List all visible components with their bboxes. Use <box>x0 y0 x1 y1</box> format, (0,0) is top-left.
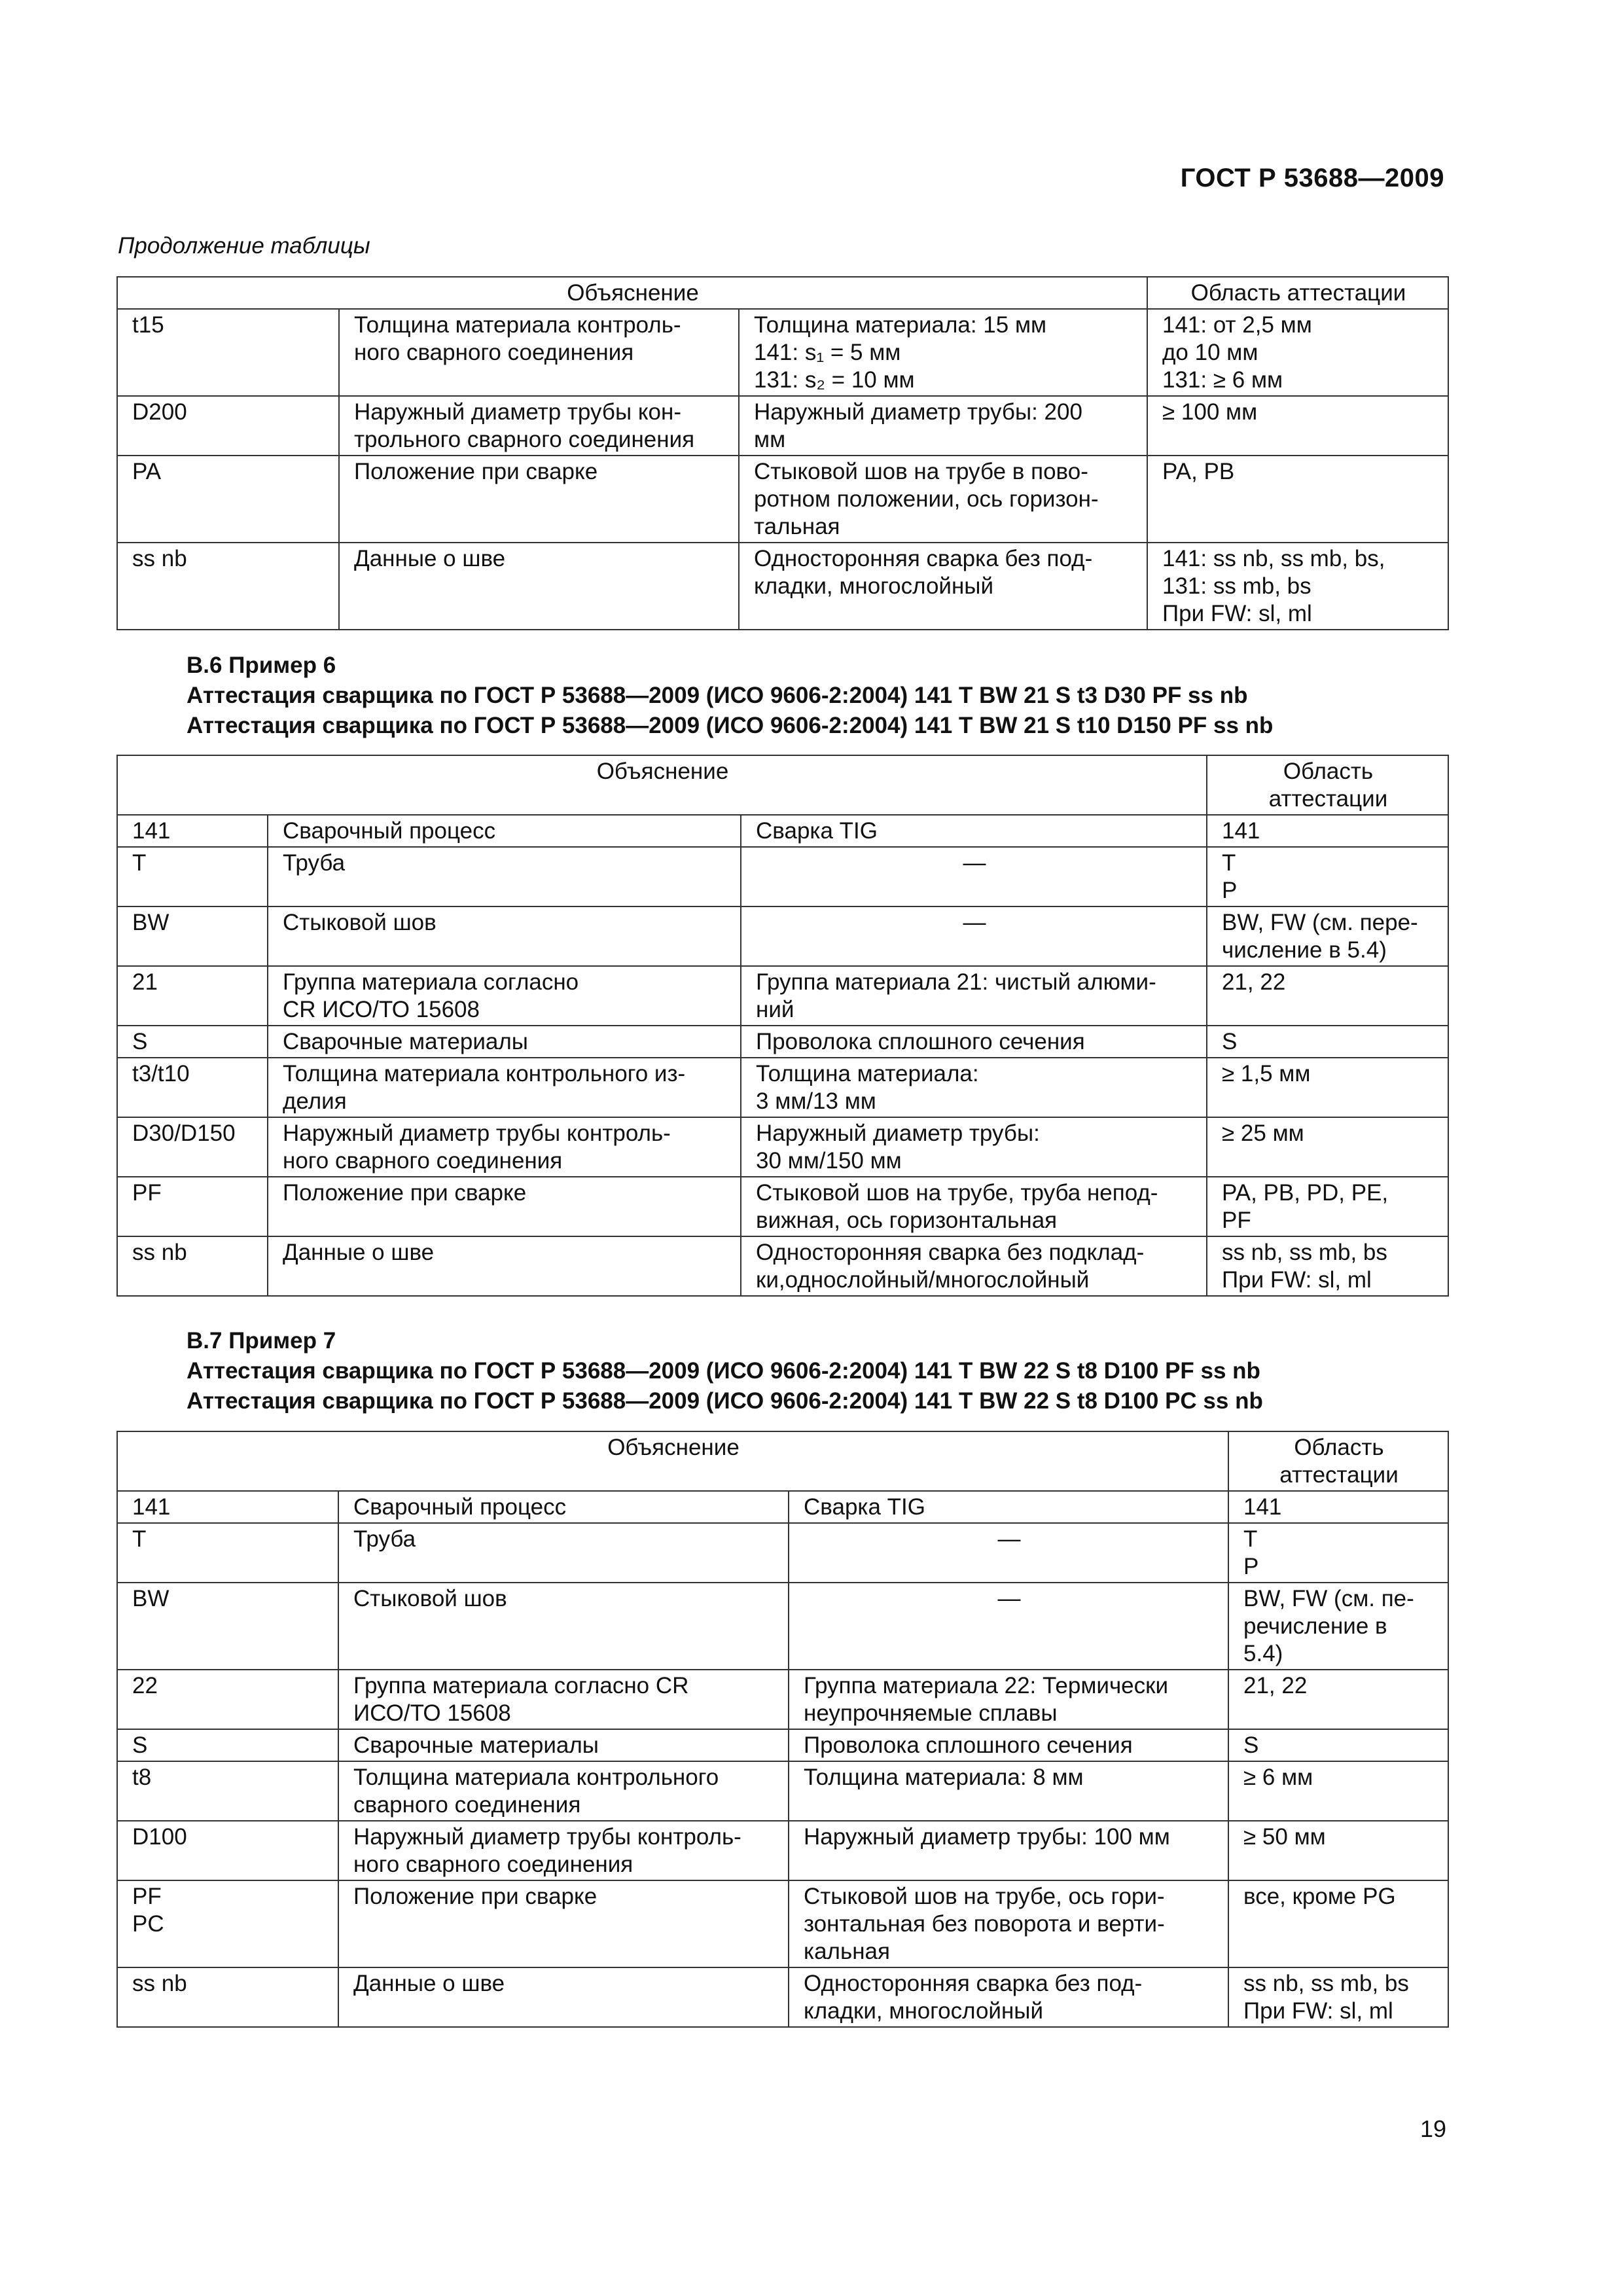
detail-cell: Проволока сплошного сечения <box>789 1729 1228 1761</box>
table-row <box>117 1967 1448 2027</box>
detail-cell: — <box>789 1523 1228 1583</box>
table-row <box>117 1761 1448 1821</box>
table-row <box>117 1523 1448 1583</box>
code-cell: 21 <box>117 966 268 1026</box>
table-row <box>117 1670 1448 1729</box>
detail-cell: Проволока сплошного сечения <box>741 1026 1207 1058</box>
code-cell: T <box>117 1523 338 1583</box>
scope-cell: 141 <box>1228 1491 1448 1523</box>
detail-cell: — <box>741 847 1207 906</box>
code-cell: PF PC <box>117 1880 338 1967</box>
detail-cell: Группа материала 22: Термически неупрочняемые сплавы <box>789 1670 1228 1729</box>
table-row <box>117 1491 1448 1523</box>
explanation-header: Объяснение <box>117 1431 1228 1491</box>
detail-cell: — <box>789 1583 1228 1670</box>
table-row <box>117 815 1448 847</box>
table-header-row <box>117 1431 1448 1491</box>
table-row <box>117 1583 1448 1670</box>
table-row <box>117 1729 1448 1761</box>
table-row <box>117 1058 1448 1117</box>
explanation-header: Объяснение <box>117 277 1147 309</box>
table-row <box>117 1026 1448 1058</box>
scope-cell: 141: ss nb, ss mb, bs, 131: ss mb, bs При FW: sl, ml <box>1147 543 1448 630</box>
table-row <box>117 456 1448 543</box>
detail-cell: Односторонняя сварка без под- кладки, многослойный <box>789 1967 1228 2027</box>
code-cell: D100 <box>117 1821 338 1880</box>
scope-cell: BW, FW (см. пе- речисление в 5.4) <box>1228 1583 1448 1670</box>
table-row <box>117 1821 1448 1880</box>
detail-cell: Стыковой шов на трубе, труба непод- вижная, ось горизонтальная <box>741 1177 1207 1236</box>
code-cell: PF <box>117 1177 268 1236</box>
name-cell: Наружный диаметр трубы контроль- ного сварного соединения <box>338 1821 789 1880</box>
scope-cell: 21, 22 <box>1207 966 1448 1026</box>
code-cell: S <box>117 1026 268 1058</box>
detail-cell: Стыковой шов на трубе в пово- ротном положении, ось горизон- тальная <box>739 456 1147 543</box>
scope-cell: S <box>1228 1729 1448 1761</box>
code-cell: t8 <box>117 1761 338 1821</box>
detail-cell: Группа материала 21: чистый алюми- ний <box>741 966 1207 1026</box>
scope-cell: T P <box>1228 1523 1448 1583</box>
name-cell: Группа материала согласно CR ИСО/ТО 15608 <box>338 1670 789 1729</box>
name-cell: Наружный диаметр трубы контроль- ного сварного соединения <box>268 1117 741 1177</box>
scope-cell: T P <box>1207 847 1448 906</box>
detail-cell: Толщина материала: 15 мм 141: s₁ = 5 мм 131: s₂ = 10 мм <box>739 309 1147 396</box>
document-id-header: ГОСТ Р 53688—2009 <box>1180 164 1444 192</box>
detail-cell: Толщина материала: 3 мм/13 мм <box>741 1058 1207 1117</box>
detail-cell: Сварка TIG <box>741 815 1207 847</box>
scope-header: Область аттестации <box>1147 277 1448 309</box>
table-row <box>117 396 1448 456</box>
name-cell: Стыковой шов <box>268 906 741 966</box>
scope-cell: ≥ 100 мм <box>1147 396 1448 456</box>
table-row <box>117 309 1448 396</box>
scope-cell: ss nb, ss mb, bs При FW: sl, ml <box>1228 1967 1448 2027</box>
name-cell: Толщина материала контрольного сварного соединения <box>338 1761 789 1821</box>
scope-cell: ≥ 6 мм <box>1228 1761 1448 1821</box>
name-cell: Данные о шве <box>339 543 739 630</box>
scope-cell: PA, PB <box>1147 456 1448 543</box>
explanation-header: Объяснение <box>117 755 1207 815</box>
table-row <box>117 1880 1448 1967</box>
section-title: В.6 Пример 6 <box>187 653 336 678</box>
detail-cell: — <box>741 906 1207 966</box>
name-cell: Положение при сварке <box>339 456 739 543</box>
detail-cell: Наружный диаметр трубы: 30 мм/150 мм <box>741 1117 1207 1177</box>
table-row <box>117 1236 1448 1296</box>
detail-cell: Односторонняя сварка без подклад- ки,однослойный/многослойный <box>741 1236 1207 1296</box>
scope-header: Область аттестации <box>1228 1431 1448 1491</box>
table-row <box>117 906 1448 966</box>
detail-cell: Стыковой шов на трубе, ось гори- зонтальная без поворота и верти- кальная <box>789 1880 1228 1967</box>
name-cell: Сварочный процесс <box>338 1491 789 1523</box>
code-cell: T <box>117 847 268 906</box>
scope-cell: 21, 22 <box>1228 1670 1448 1729</box>
code-cell: S <box>117 1729 338 1761</box>
scope-cell: ≥ 50 мм <box>1228 1821 1448 1880</box>
scope-cell: 141 <box>1207 815 1448 847</box>
table-continuation-label: Продолжение таблицы <box>118 233 370 259</box>
code-cell: t15 <box>117 309 339 396</box>
name-cell: Сварочные материалы <box>268 1026 741 1058</box>
code-cell: ss nb <box>117 1967 338 2027</box>
table-row <box>117 543 1448 630</box>
code-cell: D30/D150 <box>117 1117 268 1177</box>
detail-cell: Толщина материала: 8 мм <box>789 1761 1228 1821</box>
code-cell: BW <box>117 906 268 966</box>
detail-cell: Односторонняя сварка без под- кладки, многослойный <box>739 543 1147 630</box>
section-title: В.7 Пример 7 <box>187 1328 336 1354</box>
code-cell: PA <box>117 456 339 543</box>
scope-header: Область аттестации <box>1207 755 1448 815</box>
scope-cell: ≥ 1,5 мм <box>1207 1058 1448 1117</box>
detail-cell: Наружный диаметр трубы: 100 мм <box>789 1821 1228 1880</box>
table-header-row <box>117 755 1448 815</box>
name-cell: Наружный диаметр трубы кон- трольного сварного соединения <box>339 396 739 456</box>
code-cell: t3/t10 <box>117 1058 268 1117</box>
scope-cell: PA, PB, PD, PE, PF <box>1207 1177 1448 1236</box>
table-row <box>117 847 1448 906</box>
scope-cell: 141: от 2,5 мм до 10 мм 131: ≥ 6 мм <box>1147 309 1448 396</box>
name-cell: Положение при сварке <box>338 1880 789 1967</box>
designation-line: Аттестация сварщика по ГОСТ Р 53688—2009 (ИСО 9606-2:2004) 141 T BW 22 S t8 D100 PC ss nb <box>187 1388 1263 1414</box>
scope-cell: ≥ 25 мм <box>1207 1117 1448 1177</box>
name-cell: Сварочные материалы <box>338 1729 789 1761</box>
name-cell: Группа материала согласно CR ИСО/ТО 15608 <box>268 966 741 1026</box>
table-row <box>117 966 1448 1026</box>
scope-cell: BW, FW (см. пере- числение в 5.4) <box>1207 906 1448 966</box>
detail-cell: Наружный диаметр трубы: 200 мм <box>739 396 1147 456</box>
name-cell: Сварочный процесс <box>268 815 741 847</box>
name-cell: Труба <box>268 847 741 906</box>
scope-table-continued <box>116 276 1449 630</box>
designation-line: Аттестация сварщика по ГОСТ Р 53688—2009 (ИСО 9606-2:2004) 141 T BW 21 S t3 D30 PF ss nb <box>187 683 1248 708</box>
scope-cell: все, кроме PG <box>1228 1880 1448 1967</box>
table-row <box>117 1117 1448 1177</box>
scope-table-example-6 <box>116 755 1449 1297</box>
code-cell: D200 <box>117 396 339 456</box>
code-cell: ss nb <box>117 543 339 630</box>
scope-cell: ss nb, ss mb, bs При FW: sl, ml <box>1207 1236 1448 1296</box>
name-cell: Данные о шве <box>268 1236 741 1296</box>
code-cell: 141 <box>117 1491 338 1523</box>
name-cell: Данные о шве <box>338 1967 789 2027</box>
name-cell: Стыковой шов <box>338 1583 789 1670</box>
table-row <box>117 1177 1448 1236</box>
name-cell: Толщина материала контроль- ного сварного соединения <box>339 309 739 396</box>
table-header-row <box>117 277 1448 309</box>
designation-line: Аттестация сварщика по ГОСТ Р 53688—2009 (ИСО 9606-2:2004) 141 T BW 21 S t10 D150 PF ss nb <box>187 713 1274 738</box>
code-cell: BW <box>117 1583 338 1670</box>
code-cell: 141 <box>117 815 268 847</box>
page-number: 19 <box>1419 2115 1446 2142</box>
scope-table-example-7 <box>116 1431 1449 2028</box>
name-cell: Труба <box>338 1523 789 1583</box>
scope-cell: S <box>1207 1026 1448 1058</box>
designation-line: Аттестация сварщика по ГОСТ Р 53688—2009 (ИСО 9606-2:2004) 141 T BW 22 S t8 D100 PF ss nb <box>187 1358 1260 1384</box>
name-cell: Положение при сварке <box>268 1177 741 1236</box>
section-example-6 <box>187 651 1273 741</box>
name-cell: Толщина материала контрольного из- делия <box>268 1058 741 1117</box>
detail-cell: Сварка TIG <box>789 1491 1228 1523</box>
code-cell: 22 <box>117 1670 338 1729</box>
code-cell: ss nb <box>117 1236 268 1296</box>
section-example-7 <box>187 1326 1263 1416</box>
